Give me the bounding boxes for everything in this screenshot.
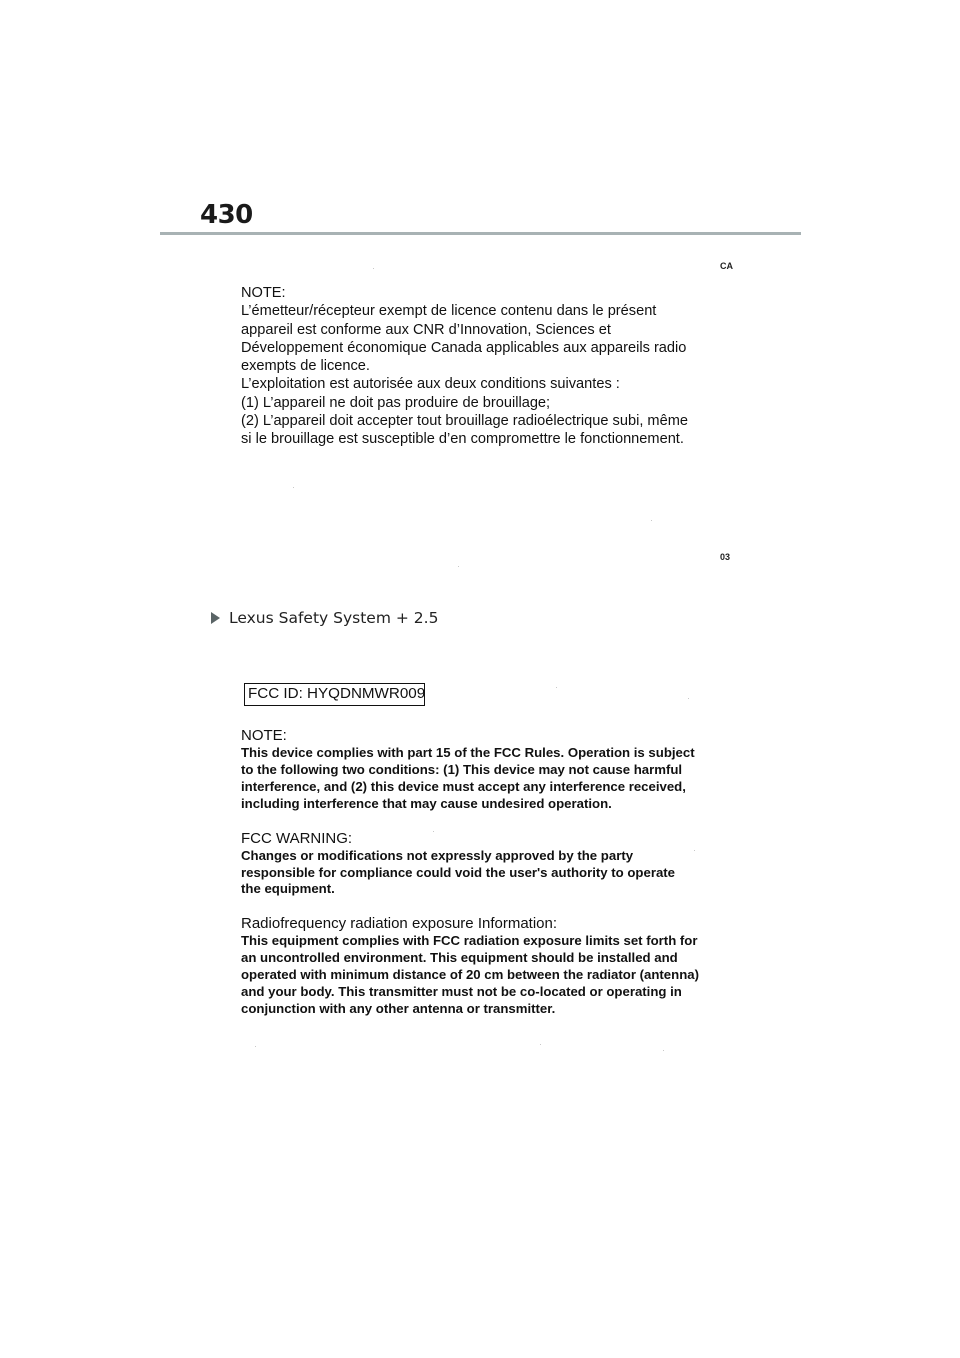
scan-speck — [433, 831, 434, 832]
ca-notice-line: (1) L’appareil ne doit pas produire de brouillage; — [241, 394, 551, 411]
scan-speck — [556, 687, 557, 688]
scan-speck — [373, 268, 374, 269]
fcc-note-line: including interference that may cause undesired operation. — [241, 795, 612, 811]
fcc-note-line: to the following two conditions: (1) This device may not cause harmful — [241, 761, 683, 777]
region-tag: CA — [720, 261, 733, 271]
fcc-radiation-body — [241, 933, 731, 1018]
fcc-radiation-heading: Radiofrequency radiation exposure Information: — [241, 915, 558, 933]
fcc-radiation-line: conjunction with any other antenna or transmitter. — [241, 1000, 556, 1016]
ca-notice-line: NOTE: — [241, 285, 286, 301]
scan-speck — [694, 850, 695, 851]
scan-speck — [255, 1046, 256, 1047]
fcc-notice — [241, 726, 731, 1034]
scan-speck — [663, 1050, 664, 1051]
fcc-radiation-line: an uncontrolled environment. This equipment should be installed and — [241, 950, 678, 966]
section-title: Lexus Safety System + 2.5 — [229, 609, 439, 627]
page-number: 430 — [200, 200, 253, 230]
fcc-note-line: interference, and (2) this device must accept any interference received, — [241, 778, 686, 794]
fcc-note-heading: NOTE: — [241, 727, 287, 744]
header-rule — [160, 232, 801, 235]
ca-notice-line: appareil est conforme aux CNR d’Innovation, Sciences et — [241, 321, 611, 338]
fcc-warning — [241, 829, 731, 899]
triangle-bullet-icon — [211, 612, 220, 624]
scan-speck — [688, 698, 689, 699]
fcc-radiation-line: operated with minimum distance of 20 cm between the radiator (antenna) — [241, 967, 699, 983]
image-code: 03 — [720, 552, 731, 562]
ca-notice-line: L’émetteur/récepteur exempt de licence contenu dans le présent — [241, 303, 657, 320]
scan-speck — [458, 566, 459, 567]
scan-speck — [651, 520, 652, 521]
fcc-warning-line: the equipment. — [241, 881, 335, 897]
ca-notice — [241, 284, 721, 449]
fcc-warning-line: responsible for compliance could void the user's authority to operate — [241, 864, 676, 880]
fcc-radiation-line: and your body. This transmitter must not be co-located or operating in — [241, 984, 682, 1000]
fcc-radiation-line: This equipment complies with FCC radiation exposure limits set forth for — [241, 933, 698, 949]
fcc-note — [241, 726, 731, 813]
fcc-warning-body — [241, 848, 731, 899]
ca-notice-line: Développement économique Canada applicables aux appareils radio — [241, 339, 687, 356]
ca-notice-line: L’exploitation est autorisée aux deux conditions suivantes : — [241, 376, 620, 393]
scan-speck — [540, 1044, 541, 1045]
fcc-note-body — [241, 745, 731, 813]
fcc-id-box: FCC ID: HYQDNMWR009 — [244, 683, 425, 706]
fcc-warning-heading: FCC WARNING: — [241, 829, 353, 847]
ca-notice-line: (2) L’appareil doit accepter tout brouillage radioélectrique subi, même — [241, 413, 688, 430]
ca-notice-line: exempts de licence. — [241, 358, 370, 375]
fcc-warning-line: Changes or modifications not expressly approved by the party — [241, 847, 634, 863]
section-heading — [211, 609, 438, 627]
fcc-note-line: This device complies with part 15 of the FCC Rules. Operation is subject — [241, 745, 695, 760]
ca-notice-line: si le brouillage est susceptible d’en compromettre le fonctionnement. — [241, 431, 684, 448]
scan-speck — [293, 487, 294, 488]
fcc-radiation — [241, 914, 731, 1018]
